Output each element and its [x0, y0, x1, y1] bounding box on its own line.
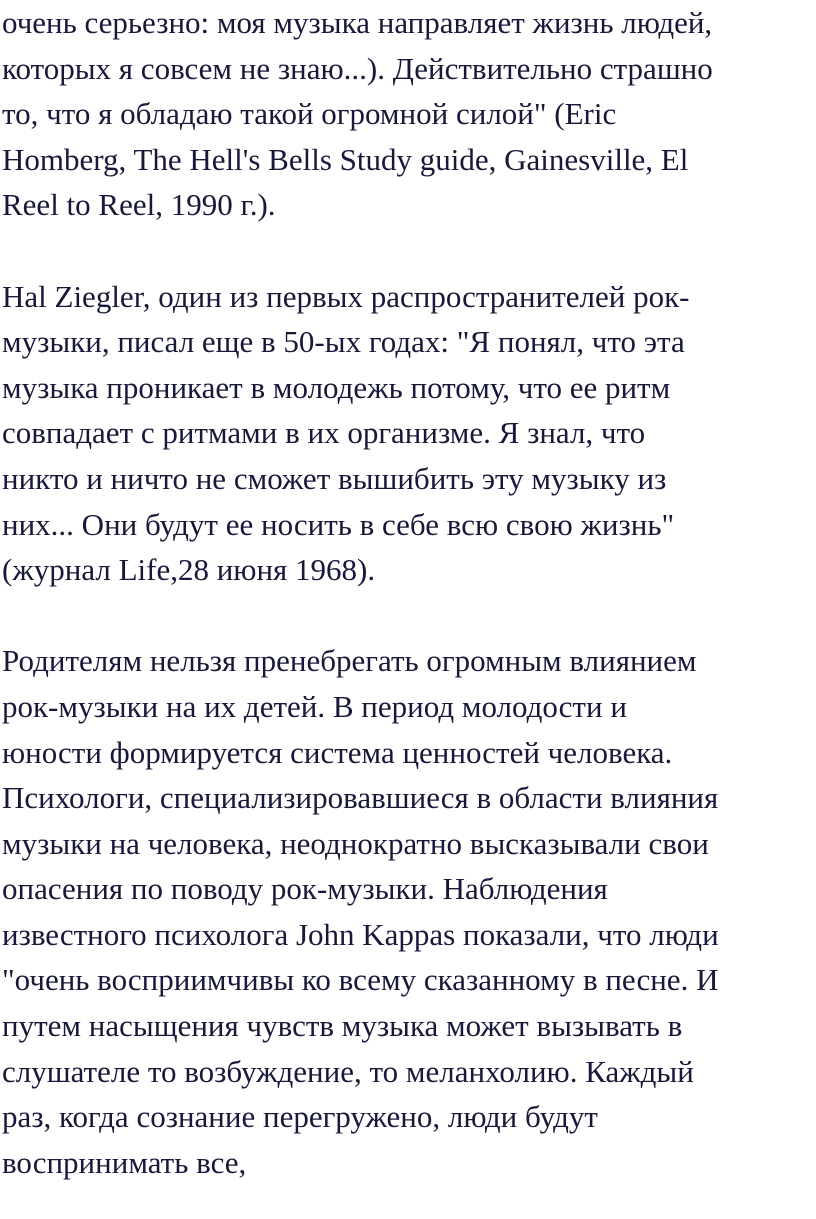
text-line: музыка проникает в молодежь потому, что ее ритм: [2, 369, 671, 405]
text-line: которых я совсем не знаю...). Действительно страшно: [2, 50, 713, 86]
text-line: (журнал Life,28 июня 1968).: [2, 552, 376, 588]
text-line: то, что я обладаю такой огромной силой" (Eric: [2, 96, 617, 132]
text-line: опасения по поводу рок-музыки. Наблюдения: [2, 871, 608, 907]
text-line: юности формируется система ценностей человека.: [2, 734, 673, 770]
text-line: Reel to Reel, 1990 г.).: [2, 187, 276, 223]
text-line: Hal Ziegler, один из первых распространителей рок-: [2, 278, 690, 314]
paragraph-2: [2, 274, 814, 593]
text-line: Homberg, The Hell's Bells Study guide, Gainesville, El: [2, 141, 689, 177]
paragraph-3: [2, 638, 814, 1185]
text-line: музыки, писал еще в 50-ых годах: "Я понял, что эта: [2, 324, 685, 360]
paragraph-spacer: [2, 228, 814, 274]
paragraph-spacer: [2, 593, 814, 639]
text-line: "очень восприимчивы ко всему сказанному в песне. И: [2, 962, 719, 998]
text-line: слушателе то возбуждение, то меланхолию. Каждый: [2, 1053, 694, 1089]
document-page: [2, 0, 814, 1185]
text-line: Психологи, специализировавшиеся в области влияния: [2, 780, 719, 816]
text-line: раз, когда сознание перегружено, люди будут: [2, 1099, 598, 1135]
text-line: рок-музыки на их детей. В период молодости и: [2, 688, 627, 724]
text-line: воспринимать все,: [2, 1144, 247, 1180]
text-line: них... Они будут ее носить в себе всю свою жизнь": [2, 506, 675, 542]
paragraph-1: [2, 0, 814, 228]
text-line: музыки на человека, неоднократно высказывали свои: [2, 825, 709, 861]
text-line: никто и ничто не сможет вышибить эту музыку из: [2, 460, 667, 496]
text-line: Родителям нельзя пренебрегать огромным влиянием: [2, 643, 697, 679]
text-line: очень серьезно: моя музыка направляет жизнь людей,: [2, 5, 713, 40]
text-line: совпадает с ритмами в их организме. Я знал, что: [2, 415, 646, 451]
text-line: известного психолога John Kappas показали, что люди: [2, 916, 719, 952]
text-line: путем насыщения чувств музыка может вызывать в: [2, 1008, 683, 1044]
